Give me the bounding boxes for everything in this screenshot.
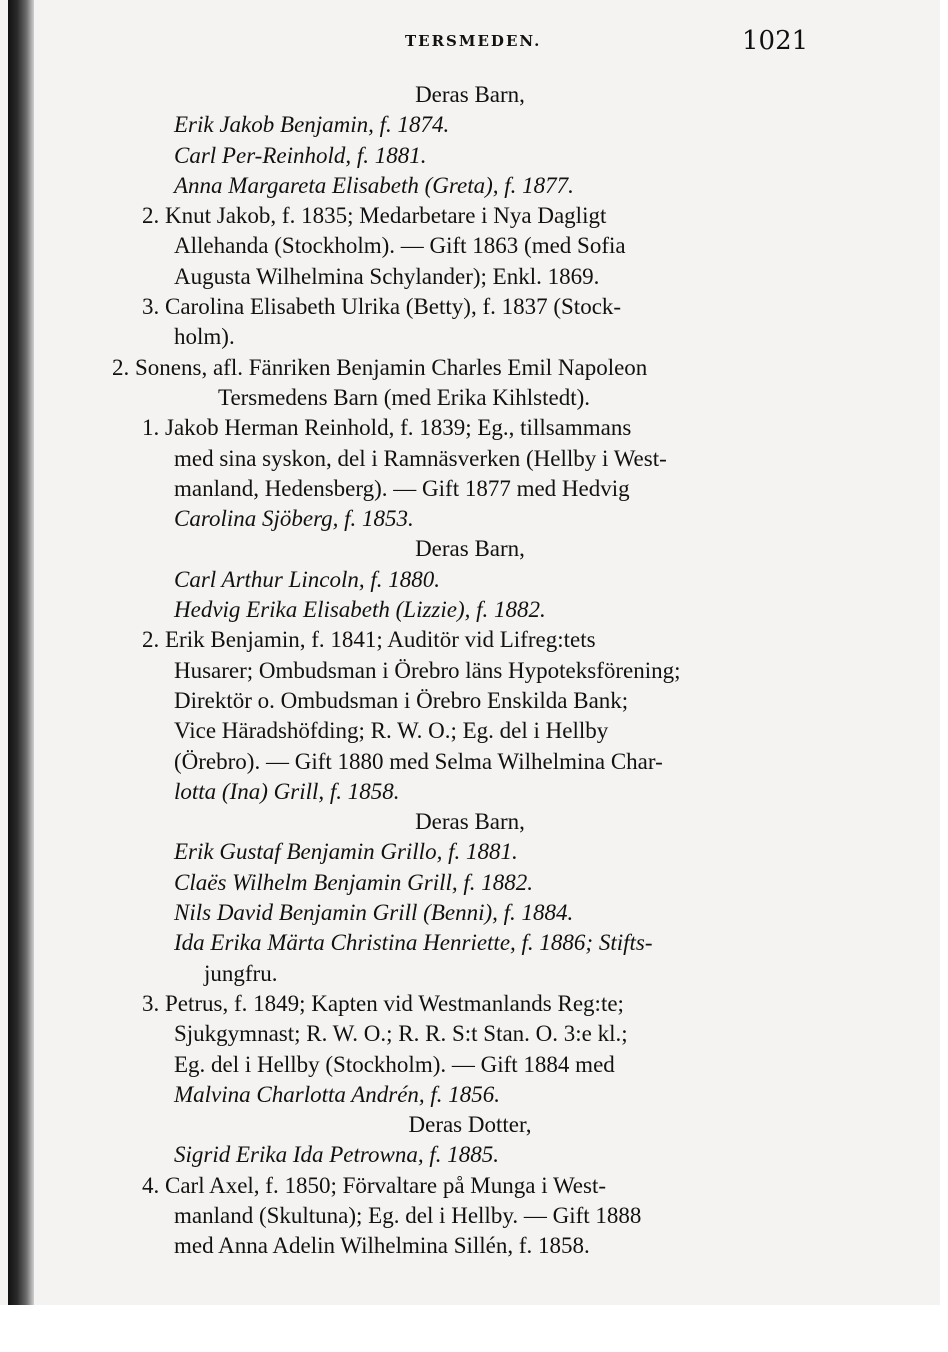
text-line: med sina syskon, del i Ramnäsverken (Hellby i West- xyxy=(174,445,667,471)
text-line: 2. Sonens, afl. Fänriken Benjamin Charles Emil Napoleon xyxy=(112,354,648,380)
text-line: (Örebro). — Gift 1880 med Selma Wilhelmina Char- xyxy=(174,748,663,774)
text-line: Deras Dotter, xyxy=(408,1112,532,1138)
text-line: Eg. del i Hellby (Stockholm). — Gift 1884 med xyxy=(174,1051,615,1077)
text-line: holm). xyxy=(174,324,235,350)
text-line: Deras Barn, xyxy=(415,536,525,562)
text-line: Erik Gustaf Benjamin Grillo, f. 1881. xyxy=(174,839,518,865)
text-line: Erik Jakob Benjamin, f. 1874. xyxy=(174,112,450,138)
text-line: Malvina Charlotta Andrén, f. 1856. xyxy=(174,1081,501,1107)
text-line: Sigrid Erika Ida Petrowna, f. 1885. xyxy=(174,1142,499,1168)
text-line: manland (Skultuna); Eg. del i Hellby. — Gift 1888 xyxy=(174,1202,642,1228)
text-line: 2. Erik Benjamin, f. 1841; Auditör vid Lifreg:tets xyxy=(142,627,596,653)
text-line: Hedvig Erika Elisabeth (Lizzie), f. 1882. xyxy=(174,597,546,623)
running-head: TERSMEDEN. xyxy=(405,32,542,50)
text-line: Carolina Sjöberg, f. 1853. xyxy=(174,506,414,532)
text-line: 4. Carl Axel, f. 1850; Förvaltare på Munga i West- xyxy=(142,1172,607,1198)
page-header xyxy=(0,26,940,56)
text-line: 2. Knut Jakob, f. 1835; Medarbetare i Nya Dagligt xyxy=(142,203,607,229)
text-line: Nils David Benjamin Grill (Benni), f. 1884. xyxy=(174,900,574,926)
text-line: 3. Petrus, f. 1849; Kapten vid Westmanlands Reg:te; xyxy=(142,990,624,1016)
text-line: Deras Barn, xyxy=(415,809,525,835)
text-line: Direktör o. Ombudsman i Örebro Enskilda Bank; xyxy=(174,687,629,713)
text-line: Claës Wilhelm Benjamin Grill, f. 1882. xyxy=(174,869,534,895)
text-line: Vice Häradshöfding; R. W. O.; Eg. del i Hellby xyxy=(174,718,609,744)
text-line: Husarer; Ombudsman i Örebro läns Hypoteksförening; xyxy=(174,657,681,683)
page-number: 1021 xyxy=(742,26,809,56)
text-line: Tersmedens Barn (med Erika Kihlstedt). xyxy=(218,384,591,410)
text-line: Deras Barn, xyxy=(415,82,525,107)
text-line: 3. Carolina Elisabeth Ulrika (Betty), f. 1837 (Stock- xyxy=(142,294,622,320)
text-line: Carl Per-Reinhold, f. 1881. xyxy=(174,142,427,168)
text-line: Carl Arthur Lincoln, f. 1880. xyxy=(174,566,441,592)
text-line: jungfru. xyxy=(204,960,278,986)
text-line: Allehanda (Stockholm). — Gift 1863 (med Sofia xyxy=(174,233,626,259)
text-line: lotta (Ina) Grill, f. 1858. xyxy=(174,778,400,804)
text-line: Anna Margareta Elisabeth (Greta), f. 1877. xyxy=(174,172,574,198)
text-line: manland, Hedensberg). — Gift 1877 med Hedvig xyxy=(174,475,630,501)
text-line: 1. Jakob Herman Reinhold, f. 1839; Eg., tillsammans xyxy=(142,415,632,441)
text-line: Ida Erika Märta Christina Henriette, f. 1886; Stifts- xyxy=(174,930,653,956)
text-line: Sjukgymnast; R. W. O.; R. R. S:t Stan. O. 3:e kl.; xyxy=(174,1021,628,1047)
text-line: med Anna Adelin Wilhelmina Sillén, f. 1858. xyxy=(174,1233,590,1259)
text-line: Augusta Wilhelmina Schylander); Enkl. 1869. xyxy=(174,263,600,289)
page-text xyxy=(0,80,940,1262)
